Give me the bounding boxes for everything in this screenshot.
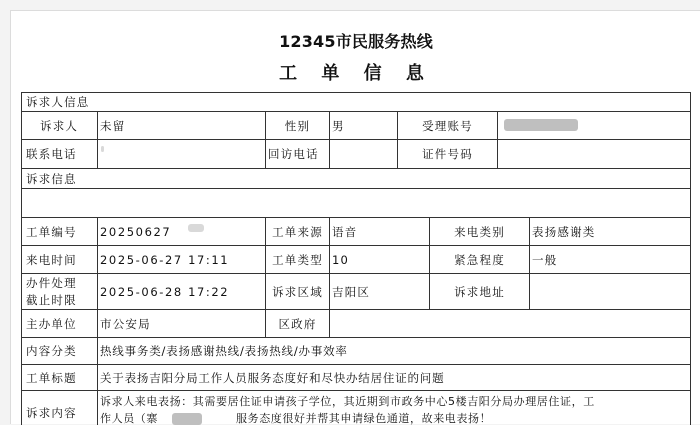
content-line-2-end: 服务态度很好并帮其申请绿色通道，故来电表扬！ — [236, 411, 492, 425]
content-label: 诉求内容 — [26, 406, 77, 420]
call-time-label: 来电时间 — [26, 252, 77, 267]
category-value: 热线事务类/表扬感谢热线/表扬热线/办事效率 — [100, 344, 348, 358]
redacted-order-no — [188, 224, 204, 232]
district-value: 吉阳区 — [332, 284, 371, 299]
redacted-staff-name — [172, 413, 202, 425]
source-label: 工单来源 — [272, 224, 323, 239]
phone-label: 联系电话 — [26, 147, 77, 161]
callback-label: 回访电话 — [268, 147, 319, 161]
caller-name-label: 诉求人 — [40, 118, 79, 133]
call-type-label: 来电类别 — [454, 224, 505, 239]
address-label: 诉求地址 — [454, 284, 505, 299]
deadline-value: 2025-06-28 17:22 — [100, 284, 230, 299]
order-no-value: 20250627 — [100, 224, 172, 239]
work-order-form — [21, 92, 691, 425]
urgency-label: 紧急程度 — [454, 252, 505, 267]
section-request-info: 诉求信息 — [26, 171, 77, 186]
gender-label: 性别 — [284, 118, 311, 133]
order-no-label: 工单编号 — [26, 224, 77, 239]
id-label: 证件号码 — [422, 147, 473, 161]
hotline-title: 12345市民服务热线 — [279, 32, 433, 51]
handler-label: 主办单位 — [26, 316, 77, 331]
gender-value: 男 — [332, 118, 345, 133]
row-divider — [22, 188, 690, 189]
order-title-label: 工单标题 — [26, 370, 77, 385]
urgency-value: 一般 — [532, 252, 558, 267]
document-title: 工 单 信 息 — [279, 63, 433, 84]
redacted-phone — [101, 146, 104, 152]
district-label: 诉求区域 — [272, 284, 323, 299]
district-gov-label: 区政府 — [278, 316, 317, 331]
call-time-value: 2025-06-27 17:11 — [100, 252, 230, 267]
source-value: 语音 — [332, 224, 358, 239]
deadline-label-line-2: 截止时限 — [26, 293, 77, 307]
caller-name-value: 未留 — [100, 118, 126, 133]
category-label: 内容分类 — [26, 344, 77, 358]
section-caller-info: 诉求人信息 — [26, 95, 90, 109]
order-type-label: 工单类型 — [272, 252, 323, 267]
order-title-value: 关于表扬吉阳分局工作人员服务态度好和尽快办结居住证的问题 — [100, 370, 445, 385]
content-line-1: 诉求人来电表扬：其需要居住证申请孩子学位，其近期到市政务中心5楼吉阳分局办理居住证，工 — [100, 394, 595, 408]
account-label: 受理账号 — [422, 118, 473, 133]
redacted-account — [504, 119, 578, 131]
work-order-document — [10, 10, 700, 424]
content-line-2-start: 作人员（寨 — [100, 411, 158, 425]
row-divider — [22, 139, 690, 140]
deadline-label-line-1: 办件处理 — [26, 276, 77, 290]
call-type-value: 表扬感谢类 — [532, 224, 596, 239]
order-type-value: 10 — [332, 252, 350, 267]
handler-value: 市公安局 — [100, 316, 151, 331]
row-divider — [22, 390, 690, 391]
col-divider — [497, 111, 498, 168]
